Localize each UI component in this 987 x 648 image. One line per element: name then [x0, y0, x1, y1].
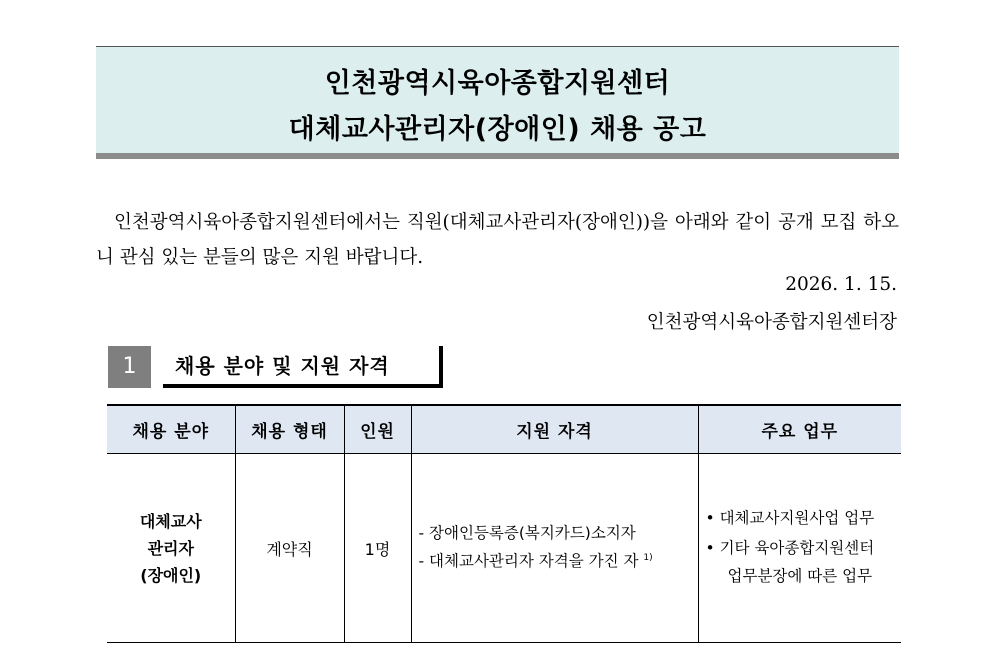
cell-qualification: [411, 454, 698, 643]
duty-item: [706, 504, 901, 532]
title-line-2: 대체교사관리자(장애인) 채용 공고: [288, 114, 707, 145]
cell-count: 1명: [344, 454, 411, 643]
title-line-1: 인천광역시육아종합지원센터: [324, 68, 671, 99]
header-qualification: 지원 자격: [411, 405, 698, 454]
qualification-text: - 장애인등록증(복지카드)소지자: [418, 524, 636, 543]
qualification-item: [419, 521, 697, 546]
cell-type: 계약직: [235, 454, 344, 643]
header-count: 인원: [344, 405, 411, 454]
field-line-1: 대체교사: [139, 511, 202, 531]
intro-text: 인천광역시육아종합지원센터에서는 직원(대체교사관리자(장애인))을 아래와 같이 공개 모집 하오니 관심 있는 분들의 많은 지원 바랍니다.: [96, 212, 899, 268]
qualification-text: - 대체교사관리자 자격을 가진 자: [418, 552, 639, 571]
header-duties: 주요 업무: [698, 405, 901, 454]
field-line-3: (장애인): [140, 565, 202, 585]
qualification-item: [419, 546, 697, 574]
section-number-badge: 1: [108, 346, 151, 388]
announcement-signer: 인천광역시육아종합지원센터장: [646, 312, 897, 333]
footnote-mark: 1): [643, 553, 653, 564]
field-line-2: 관리자: [147, 538, 194, 558]
header-type: 채용 형태: [235, 405, 344, 454]
title-banner: [96, 46, 899, 159]
duty-text-continued: 업무분장에 따른 업무: [727, 567, 873, 585]
intro-paragraph: [96, 205, 899, 275]
announcement-date: 2026. 1. 15.: [785, 274, 897, 295]
cell-field: [107, 454, 235, 643]
recruitment-table: [107, 404, 901, 643]
duty-text: • 대체교사지원사업 업무: [705, 509, 875, 527]
table-row: [107, 454, 901, 643]
cell-duties: [698, 454, 901, 643]
duty-text: • 기타 육아종합지원센터: [705, 539, 875, 557]
header-field: 채용 분야: [107, 405, 235, 454]
duty-item: [706, 534, 901, 590]
table-header-row: [107, 405, 901, 454]
section-title: 채용 분야 및 지원 자격: [163, 346, 443, 388]
